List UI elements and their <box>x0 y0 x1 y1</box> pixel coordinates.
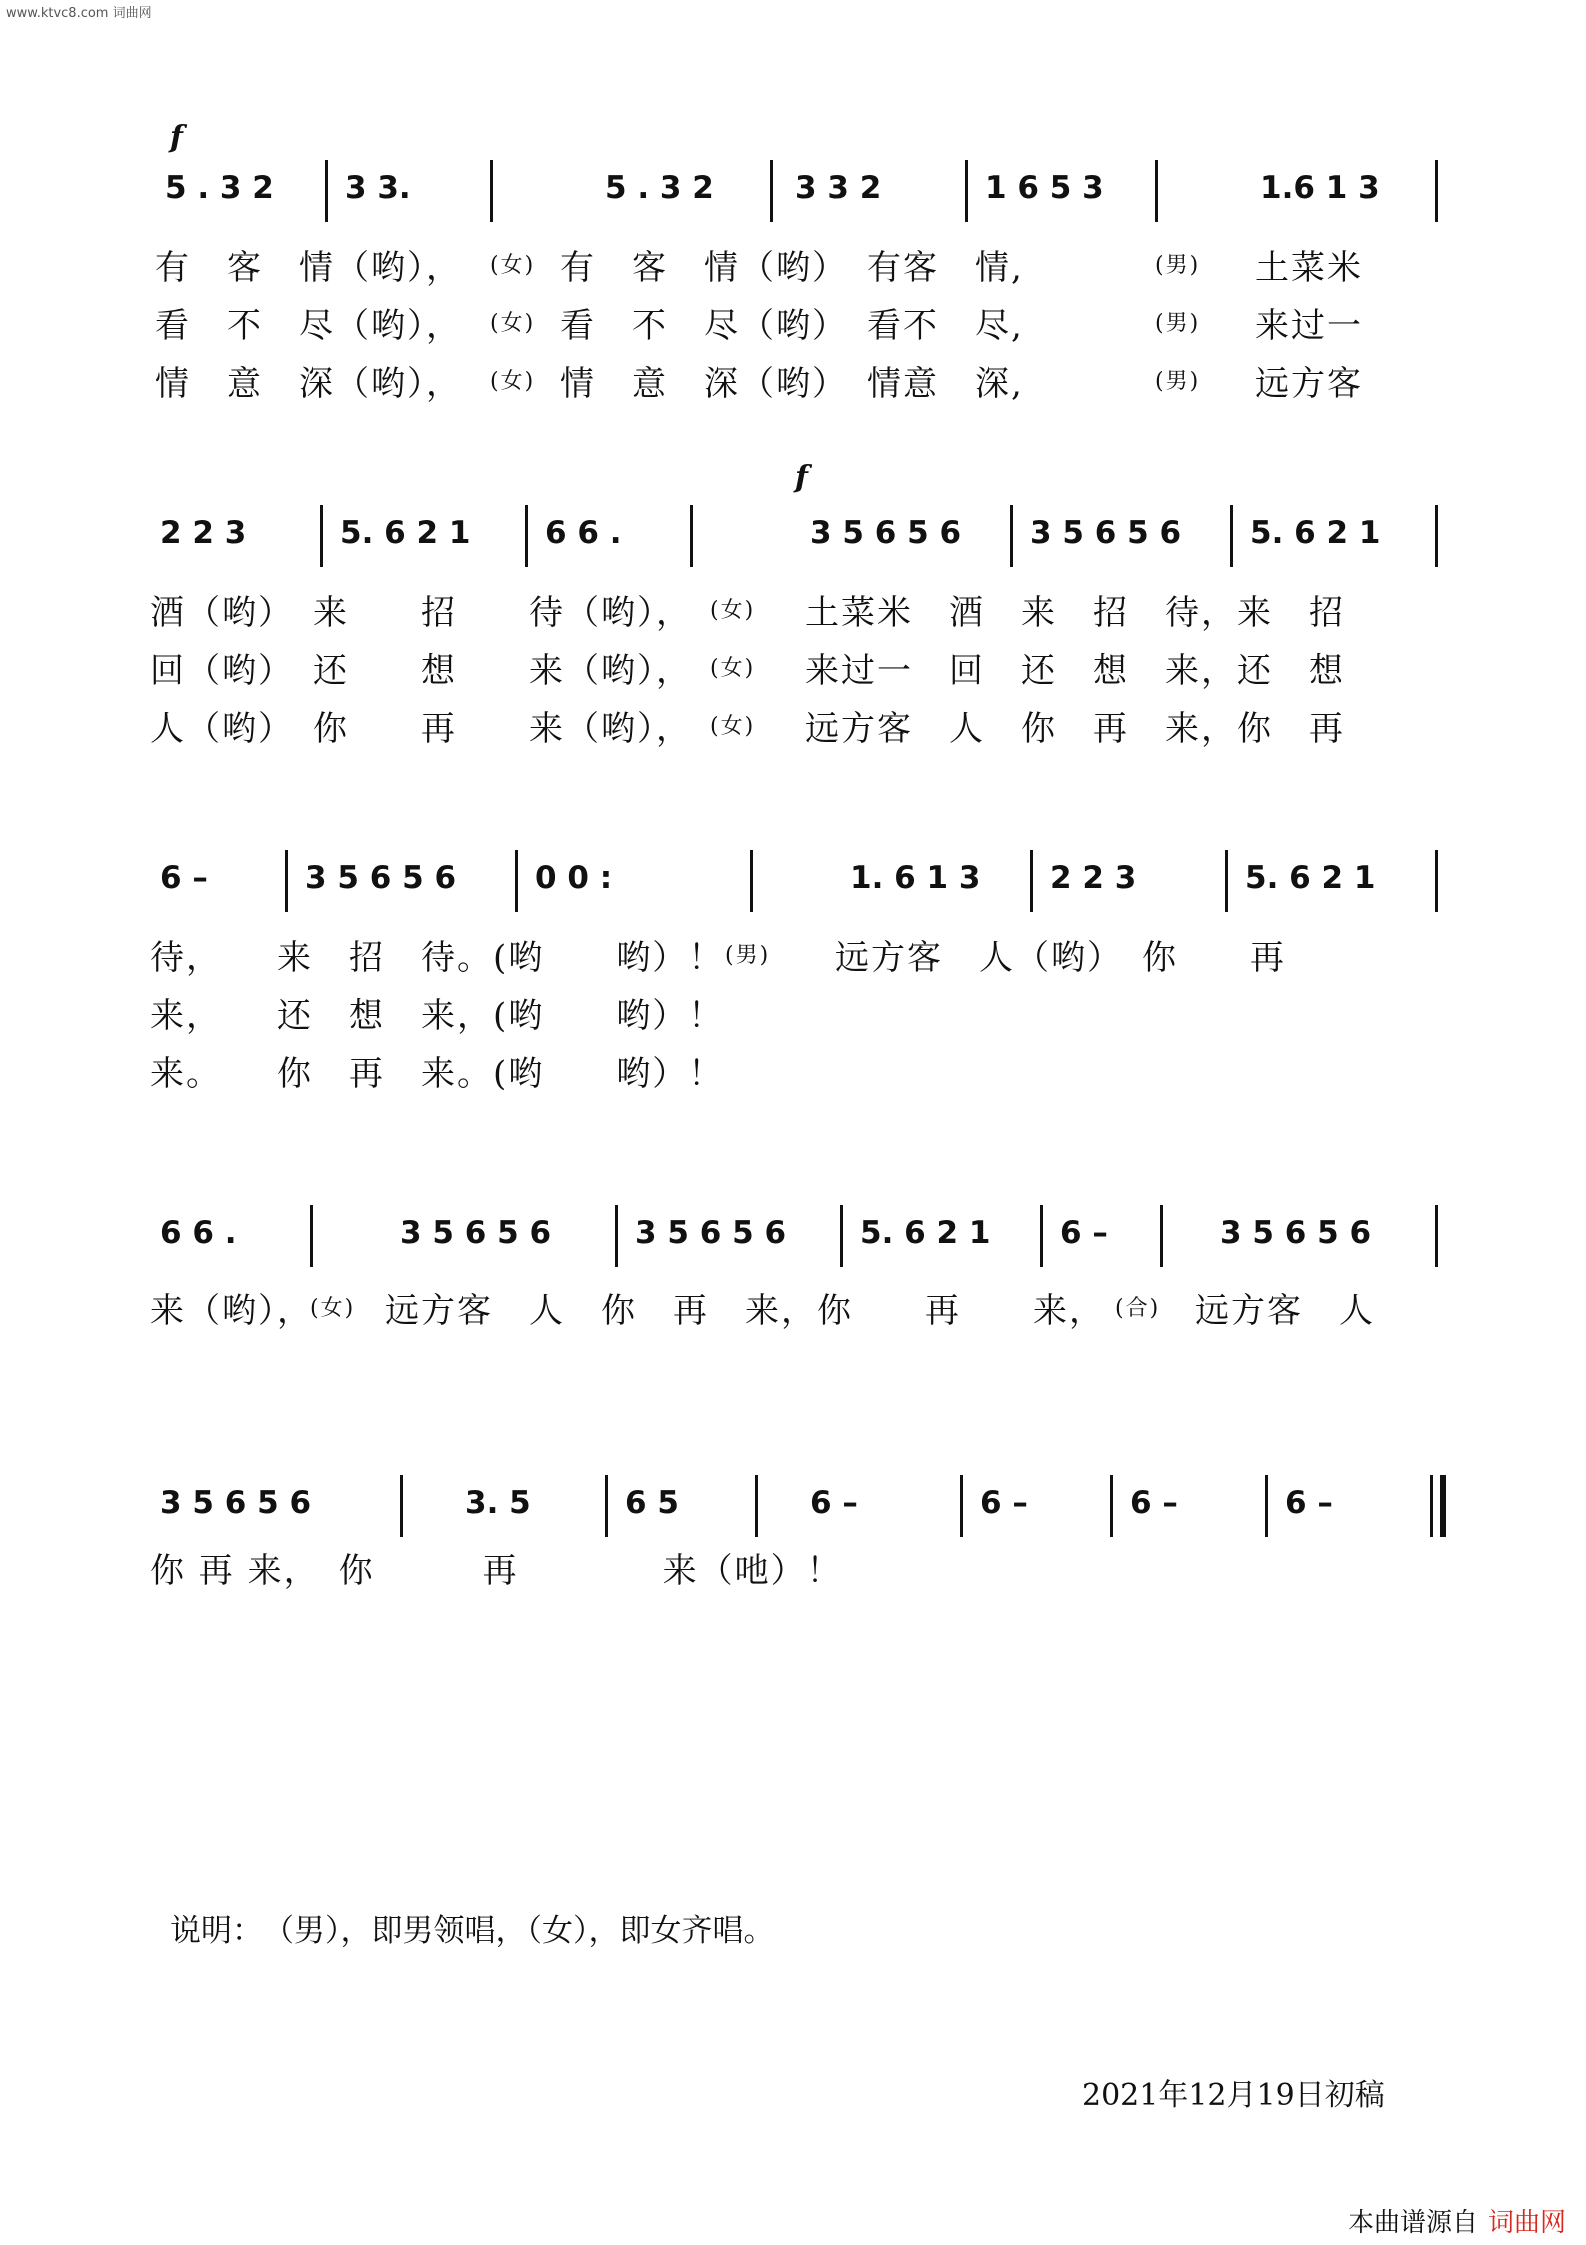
measure: 6 6 . <box>160 1215 237 1251</box>
measure: 5. 6 2 1 <box>1250 515 1381 551</box>
notes-row <box>150 160 1450 230</box>
notes-row <box>150 505 1450 575</box>
measure: 6 – <box>810 1485 858 1521</box>
bar-line <box>960 1475 963 1537</box>
measure: 1 6 5 3 <box>985 170 1104 206</box>
final-bar-line <box>1430 1475 1433 1537</box>
measure: 2 2 3 <box>160 515 247 551</box>
measure: 5. 6 2 1 <box>340 515 471 551</box>
bar-line <box>1435 505 1438 567</box>
dynamic-mark: f <box>795 460 808 495</box>
measure: 1. 6 1 3 <box>850 860 981 896</box>
draft-date: 2021年12月19日初稿 <box>1082 2078 1385 2113</box>
measure: 3 5 6 5 6 <box>635 1215 787 1251</box>
final-bar-line <box>1440 1475 1446 1537</box>
bar-line <box>1110 1475 1113 1537</box>
measure: 3 5 6 5 6 <box>810 515 962 551</box>
bar-line <box>1040 1205 1043 1267</box>
bar-line <box>1435 160 1438 222</box>
bar-line <box>400 1475 403 1537</box>
bar-line <box>840 1205 843 1267</box>
measure: 6 6 . <box>545 515 622 551</box>
notes-row <box>150 850 1450 920</box>
bar-line <box>965 160 968 222</box>
bar-line <box>1230 505 1233 567</box>
measure: 3 5 6 5 6 <box>1030 515 1182 551</box>
measure: 5. 6 2 1 <box>1245 860 1376 896</box>
bar-line <box>1265 1475 1268 1537</box>
measure: 6 – <box>1060 1215 1108 1251</box>
bar-line <box>690 505 693 567</box>
bar-line <box>285 850 288 912</box>
measure: 3 5 6 5 6 <box>160 1485 312 1521</box>
top-watermark: www.ktvc8.com 词曲网 <box>6 6 152 21</box>
explanation: 说明： （男），即男领唱，（女），即女齐唱。 <box>170 1913 775 1949</box>
notes-row <box>150 1205 1450 1275</box>
bar-line <box>310 1205 313 1267</box>
measure: 3 3. <box>345 170 411 206</box>
bar-line <box>515 850 518 912</box>
measure: 3 5 6 5 6 <box>305 860 457 896</box>
measure: 5. 6 2 1 <box>860 1215 991 1251</box>
measure: 5 . 3 2 <box>165 170 274 206</box>
measure: 6 – <box>980 1485 1028 1521</box>
bar-line <box>1435 850 1438 912</box>
bar-line <box>755 1475 758 1537</box>
bar-line <box>490 160 493 222</box>
measure: 3 3 2 <box>795 170 882 206</box>
bar-line <box>325 160 328 222</box>
measure: 3. 5 <box>465 1485 531 1521</box>
bar-line <box>750 850 753 912</box>
bottom-watermark: 本曲谱源自 词曲网 <box>1347 2208 1566 2238</box>
measure: 2 2 3 <box>1050 860 1137 896</box>
measure: 5 . 3 2 <box>605 170 714 206</box>
measure: 6 – <box>1130 1485 1178 1521</box>
bar-line <box>1225 850 1228 912</box>
measure: 0 0 : <box>535 860 613 896</box>
bar-line <box>525 505 528 567</box>
measure: 6 – <box>160 860 208 896</box>
measure: 3 5 6 5 6 <box>400 1215 552 1251</box>
notes-row <box>150 1475 1450 1545</box>
bar-line <box>770 160 773 222</box>
measure: 1.6 1 3 <box>1260 170 1380 206</box>
bar-line <box>605 1475 608 1537</box>
bar-line <box>1160 1205 1163 1267</box>
dynamic-mark: f <box>170 120 183 155</box>
bar-line <box>320 505 323 567</box>
measure: 3 5 6 5 6 <box>1220 1215 1372 1251</box>
measure: 6 5 <box>625 1485 679 1521</box>
bar-line <box>1155 160 1158 222</box>
measure: 6 – <box>1285 1485 1333 1521</box>
bar-line <box>1030 850 1033 912</box>
bar-line <box>1010 505 1013 567</box>
bar-line <box>1435 1205 1438 1267</box>
bar-line <box>615 1205 618 1267</box>
